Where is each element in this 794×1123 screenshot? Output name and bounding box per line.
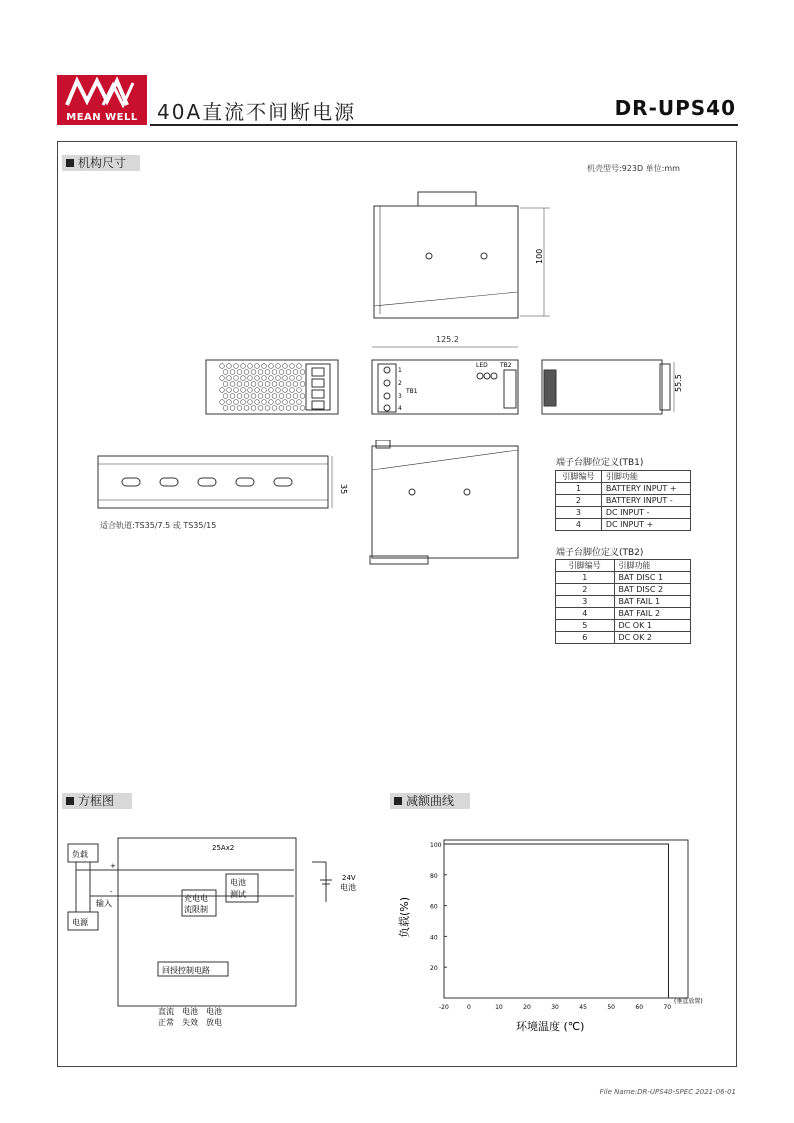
svg-text:测试: 测试 (230, 890, 246, 899)
x-tick-label: 70 (663, 1004, 672, 1011)
page-title: 40A直流不间断电源 (157, 100, 357, 124)
table-row: 引脚编号 引脚功能 (556, 560, 691, 572)
y-tick-label: 100 (430, 842, 442, 849)
vent-holes (220, 364, 305, 411)
left-side-view (202, 356, 342, 418)
svg-text:正常: 正常 (158, 1018, 174, 1027)
svg-text:失效: 失效 (182, 1018, 198, 1027)
block-input: 输入 (96, 899, 112, 908)
table-row: 1 BATTERY INPUT + (556, 483, 691, 495)
svg-text:电池: 电池 (182, 1007, 198, 1016)
x-axis-label: 环境温度 (℃) (516, 1020, 585, 1033)
x-suffix: (垂直放置) (674, 998, 703, 1005)
y-tick-label: 40 (430, 934, 438, 942)
svg-text:+: + (110, 862, 116, 870)
dim-100: 100 (535, 248, 544, 264)
y-tick-label: 20 (430, 965, 438, 973)
front-view (370, 356, 520, 418)
svg-text:电池: 电池 (230, 878, 246, 887)
model-number: DR-UPS40 (614, 96, 736, 120)
svg-text:4: 4 (398, 405, 402, 412)
x-tick-label: 0 (467, 1004, 471, 1011)
mw-logo-icon (57, 75, 147, 111)
x-tick-label: 10 (495, 1004, 503, 1011)
block-fuse: 25Ax2 (212, 844, 235, 852)
led-label: LED (476, 362, 488, 369)
block-section-label: 方框图 (62, 793, 132, 809)
y-tick-label: 80 (430, 872, 438, 880)
plot-frame (444, 840, 688, 998)
table-row: 引脚编号 引脚功能 (556, 471, 691, 483)
svg-text:3: 3 (398, 393, 402, 400)
dim-35: 35 (339, 484, 348, 495)
svg-text:充电电: 充电电 (184, 894, 208, 903)
din-rail-drawing (96, 454, 352, 514)
table-row: 2 BATTERY INPUT - (556, 495, 691, 507)
y-tick-label: 60 (430, 903, 438, 911)
x-tick-label: 30 (551, 1004, 559, 1011)
right-side-view (540, 356, 690, 418)
case-info: 机壳型号:923D 单位:mm (587, 164, 680, 173)
rail-note: 适合轨道:TS35/7.5 或 TS35/15 (100, 521, 217, 530)
table-row: 6 DC OK 2 (556, 632, 691, 644)
derating-chart (390, 830, 730, 1040)
x-tick-label: -20 (439, 1004, 449, 1011)
tb2-title: 端子台脚位定义(TB2) (556, 548, 644, 558)
tb2-label: TB2 (500, 362, 512, 369)
block-diagram (62, 832, 372, 1032)
table-row: 4 BAT FAIL 2 (556, 608, 691, 620)
svg-text:1: 1 (398, 367, 402, 374)
table-row: 2 BAT DISC 2 (556, 584, 691, 596)
svg-text:2: 2 (398, 380, 402, 387)
x-tick-label: 45 (579, 1004, 587, 1011)
svg-text:-: - (110, 888, 113, 896)
svg-text:放电: 放电 (206, 1018, 222, 1027)
table-row: 5 DC OK 1 (556, 620, 691, 632)
table-row: 1 BAT DISC 1 (556, 572, 691, 584)
svg-text:直流: 直流 (158, 1007, 174, 1016)
y-axis-label: 负载(%) (398, 896, 411, 938)
derating-section-label: 减额曲线 (390, 793, 470, 809)
series-line (444, 844, 668, 998)
table-row: 4 DC INPUT + (556, 519, 691, 531)
block-source: 电源 (72, 918, 88, 927)
block-battery: 电池 (340, 883, 356, 892)
bottom-view-drawing (368, 440, 522, 566)
x-tick-label: 20 (523, 1004, 531, 1011)
tb1-table (555, 470, 691, 531)
header-divider (150, 124, 738, 126)
tb2-table (555, 559, 691, 644)
dim-55: 55.5 (674, 374, 683, 392)
svg-text:24V: 24V (342, 874, 356, 882)
tb1-label: TB1 (406, 388, 418, 395)
block-control: 回授控制电路 (162, 966, 210, 975)
mechanical-section-label: 机构尺寸 (62, 155, 140, 171)
table-row: 3 DC INPUT - (556, 507, 691, 519)
logo-text: MEAN WELL (66, 112, 138, 123)
x-tick-label: 50 (607, 1004, 616, 1011)
tb1-title: 端子台脚位定义(TB1) (556, 458, 644, 468)
dim-125-line (370, 343, 520, 351)
footer-file-name: File Name:DR-UPS40-SPEC 2021-06-01 (599, 1088, 736, 1096)
top-view-drawing (360, 188, 560, 328)
dim-125: 125.2 (436, 335, 459, 344)
block-load: 负载 (72, 850, 88, 859)
svg-text:电池: 电池 (206, 1007, 222, 1016)
svg-text:流限制: 流限制 (184, 905, 208, 914)
table-row: 3 BAT FAIL 1 (556, 596, 691, 608)
x-tick-label: 60 (635, 1004, 644, 1011)
